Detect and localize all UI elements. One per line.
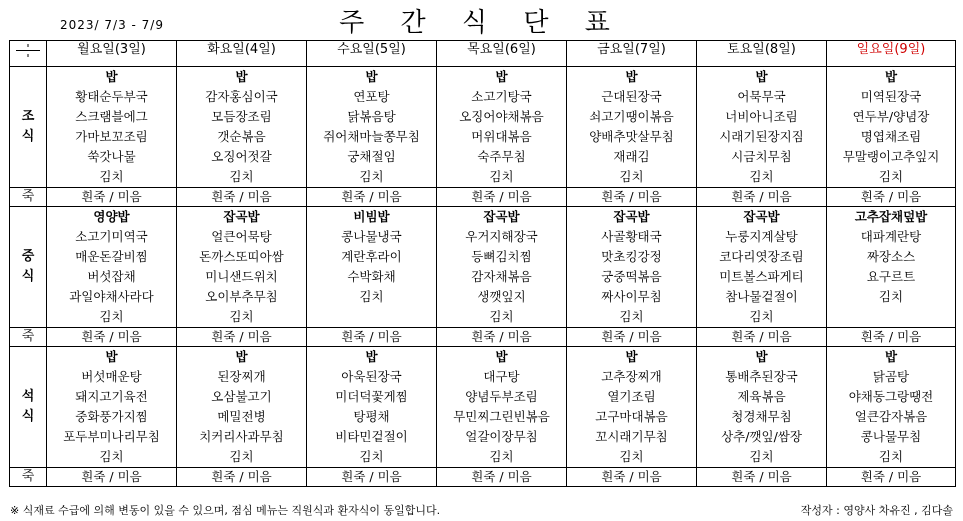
main-dish: 밥 <box>884 349 898 364</box>
footer-author: 작성자 : 영양사 차유진 , 김다솔 <box>800 504 953 517</box>
porridge-label: 죽 <box>10 468 47 487</box>
menu-item: 버섯잡채 <box>87 269 136 284</box>
main-dish: 밥 <box>884 69 898 84</box>
menu-item: 사골황태국 <box>601 229 662 244</box>
menu-item <box>827 307 955 327</box>
menu-item: 김치 <box>749 449 774 464</box>
menu-item: 통배추된장국 <box>725 369 798 384</box>
menu-item: 짜사이무침 <box>601 289 662 304</box>
date-range: 2023/ 7/3 - 7/9 <box>60 18 164 32</box>
menu-item: 중화풍가지찜 <box>75 409 148 424</box>
menu-item: 김치 <box>619 169 644 184</box>
menu-item: 포두부미나리무침 <box>63 429 160 444</box>
menu-item: 참나물겉절이 <box>725 289 798 304</box>
menu-item: 연두부/양념장 <box>852 109 930 124</box>
menu-item: 얼큰감자볶음 <box>854 409 928 424</box>
menu-item: 돈까스또띠아쌈 <box>199 249 284 264</box>
day-header-fri: 금요일(7일) <box>567 41 697 67</box>
menu-cell <box>177 207 307 328</box>
menu-item: 김치 <box>489 309 514 324</box>
menu-cell <box>567 207 697 328</box>
main-dish: 비빔밥 <box>353 209 390 224</box>
porridge-cell: 흰죽 / 미음 <box>567 328 697 347</box>
menu-item: 미역된장국 <box>860 89 922 104</box>
menu-item: 감자채볶음 <box>471 269 532 284</box>
menu-item: 김치 <box>99 449 124 464</box>
menu-item: 미니샌드위치 <box>205 269 278 284</box>
menu-cell <box>437 207 567 328</box>
meal-label-text: 중식 <box>21 249 35 284</box>
menu-item: 탕평채 <box>353 409 390 424</box>
meal-label-text: 조식 <box>21 109 35 144</box>
page-title: 주 간 식 단 표 <box>339 8 624 38</box>
menu-item: 김치 <box>489 169 514 184</box>
menu-item: 닭곰탕 <box>872 369 910 384</box>
menu-item: 콩나물냉국 <box>341 229 402 244</box>
main-dish: 고추잡채덮밥 <box>854 209 928 224</box>
main-dish: 밥 <box>365 69 378 84</box>
menu-item: 황태순두부국 <box>75 89 148 104</box>
menu-cell <box>47 347 177 468</box>
menu-cell <box>307 207 437 328</box>
corner-cell <box>10 41 47 67</box>
dinner-row <box>10 347 956 468</box>
main-dish: 밥 <box>495 349 508 364</box>
menu-item: 김치 <box>359 169 384 184</box>
menu-item: 아욱된장국 <box>341 369 402 384</box>
menu-item: 양념두부조림 <box>465 389 538 404</box>
meal-label-lunch <box>10 207 47 328</box>
porridge-cell: 흰죽 / 미음 <box>307 468 437 487</box>
porridge-row <box>10 328 956 347</box>
menu-item: 대구탕 <box>483 369 520 384</box>
porridge-cell: 흰죽 / 미음 <box>177 328 307 347</box>
menu-item: 미트볼스파게티 <box>719 269 804 284</box>
day-header-sat: 토요일(8일) <box>697 41 827 67</box>
porridge-cell: 흰죽 / 미음 <box>177 188 307 207</box>
menu-item: 쑥갓나물 <box>87 149 136 164</box>
porridge-cell: 흰죽 / 미음 <box>437 468 567 487</box>
porridge-cell: 흰죽 / 미음 <box>437 328 567 347</box>
menu-item: 요구르트 <box>866 269 916 284</box>
porridge-cell: 흰죽 / 미음 <box>307 328 437 347</box>
porridge-cell: 흰죽 / 미음 <box>47 328 177 347</box>
menu-item: 돼지고기육전 <box>75 389 148 404</box>
lunch-row <box>10 207 956 328</box>
main-dish: 밥 <box>235 349 248 364</box>
breakfast-row <box>10 67 956 188</box>
main-dish: 밥 <box>495 69 508 84</box>
header-row <box>10 41 956 67</box>
porridge-cell: 흰죽 / 미음 <box>697 188 827 207</box>
diagonal-divider-icon <box>10 41 46 60</box>
menu-item: 고추장찌개 <box>601 369 662 384</box>
menu-item: 시래기된장지짐 <box>719 129 804 144</box>
menu-item: 김치 <box>489 449 514 464</box>
menu-item: 김치 <box>619 309 644 324</box>
menu-item: 무민찌그린빈볶음 <box>453 409 550 424</box>
menu-item: 미더덕꽃게찜 <box>335 389 408 404</box>
menu-item: 명엽채조림 <box>860 129 922 144</box>
porridge-row <box>10 188 956 207</box>
menu-item: 김치 <box>749 309 774 324</box>
menu-item: 김치 <box>229 169 254 184</box>
menu-cell <box>437 67 567 188</box>
menu-cell <box>697 347 827 468</box>
menu-item: 궁중떡볶음 <box>601 269 662 284</box>
menu-item: 맛초킹강정 <box>601 249 662 264</box>
menu-item: 제육볶음 <box>737 389 786 404</box>
menu-cell <box>567 347 697 468</box>
porridge-cell: 흰죽 / 미음 <box>827 328 956 347</box>
menu-table <box>9 40 956 487</box>
menu-item: 버섯매운탕 <box>81 369 142 384</box>
day-header-tue: 화요일(4일) <box>177 41 307 67</box>
menu-item: 소고기미역국 <box>75 229 148 244</box>
main-dish: 밥 <box>105 69 118 84</box>
menu-item: 너비아니조림 <box>725 109 798 124</box>
day-header-thu: 목요일(6일) <box>437 41 567 67</box>
menu-item: 김치 <box>878 169 904 184</box>
menu-item: 감자홍심이국 <box>205 89 278 104</box>
menu-item: 쥐어채마늘쫑무침 <box>323 129 420 144</box>
menu-item: 김치 <box>99 309 124 324</box>
menu-cell <box>177 67 307 188</box>
menu-item: 오삼불고기 <box>211 389 272 404</box>
day-header-wed: 수요일(5일) <box>307 41 437 67</box>
menu-cell <box>307 67 437 188</box>
menu-cell <box>567 67 697 188</box>
porridge-cell: 흰죽 / 미음 <box>47 188 177 207</box>
porridge-label: 죽 <box>10 188 47 207</box>
main-dish: 밥 <box>755 69 768 84</box>
menu-item: 무말랭이고추잎지 <box>842 149 940 164</box>
menu-cell <box>697 207 827 328</box>
menu-item: 과일야채사라다 <box>69 289 154 304</box>
menu-item: 치커리사과무침 <box>199 429 284 444</box>
menu-item: 김치 <box>229 309 254 324</box>
meal-label-breakfast <box>10 67 47 188</box>
main-dish: 잡곡밥 <box>483 209 520 224</box>
day-header-mon: 월요일(3일) <box>47 41 177 67</box>
porridge-cell: 흰죽 / 미음 <box>437 188 567 207</box>
menu-item: 생깻잎지 <box>477 289 526 304</box>
menu-item: 재래김 <box>613 149 650 164</box>
main-dish: 영양밥 <box>93 209 130 224</box>
porridge-cell: 흰죽 / 미음 <box>567 188 697 207</box>
menu-item: 짜장소스 <box>866 249 916 264</box>
menu-item: 오징어야채볶음 <box>459 109 544 124</box>
main-dish: 밥 <box>105 349 118 364</box>
menu-item: 김치 <box>99 169 124 184</box>
menu-item: 가마보꼬조림 <box>75 129 148 144</box>
menu-item: 대파계란탕 <box>860 229 922 244</box>
menu-item: 쇠고기땡이볶음 <box>589 109 674 124</box>
porridge-cell: 흰죽 / 미음 <box>307 188 437 207</box>
menu-item: 우거지해장국 <box>465 229 538 244</box>
main-dish: 밥 <box>365 349 378 364</box>
menu-item: 김치 <box>229 449 254 464</box>
menu-item: 스크램블에그 <box>75 109 148 124</box>
menu-item: 열기조림 <box>607 389 656 404</box>
porridge-cell: 흰죽 / 미음 <box>47 468 177 487</box>
menu-item: 소고기탕국 <box>471 89 532 104</box>
main-dish: 밥 <box>625 349 638 364</box>
menu-item: 오징어젓갈 <box>211 149 272 164</box>
porridge-cell: 흰죽 / 미음 <box>697 328 827 347</box>
menu-cell <box>307 347 437 468</box>
main-dish: 잡곡밥 <box>743 209 780 224</box>
day-header-sun: 일요일(9일) <box>827 41 956 67</box>
porridge-cell: 흰죽 / 미음 <box>827 468 956 487</box>
porridge-label: 죽 <box>10 328 47 347</box>
porridge-cell: 흰죽 / 미음 <box>567 468 697 487</box>
menu-item: 상추/깻잎/쌈장 <box>721 429 802 444</box>
menu-cell <box>827 207 956 328</box>
porridge-cell: 흰죽 / 미음 <box>827 188 956 207</box>
menu-item: 야채동그랑땡전 <box>848 389 934 404</box>
menu-item: 근대된장국 <box>601 89 662 104</box>
menu-item: 메밀전병 <box>217 409 266 424</box>
menu-item: 꼬시래기무침 <box>595 429 668 444</box>
menu-item: 갯순볶음 <box>217 129 266 144</box>
menu-item: 김치 <box>878 449 904 464</box>
menu-item: 수박화채 <box>347 269 396 284</box>
menu-cell <box>177 347 307 468</box>
menu-item: 계란후라이 <box>341 249 402 264</box>
menu-item: 어묵무국 <box>737 89 786 104</box>
porridge-cell: 흰죽 / 미음 <box>697 468 827 487</box>
menu-item: 오이부추무침 <box>205 289 278 304</box>
menu-item: 청경채무침 <box>731 409 792 424</box>
menu-cell <box>437 347 567 468</box>
footer-note: ※ 식재료 수급에 의해 변동이 있을 수 있으며, 점심 메뉴는 직원식과 환자식이 동일합니다. <box>10 504 441 517</box>
menu-cell <box>827 347 956 468</box>
main-dish: 잡곡밥 <box>613 209 650 224</box>
menu-cell <box>827 67 956 188</box>
menu-item: 모듬장조림 <box>211 109 272 124</box>
main-dish: 밥 <box>235 69 248 84</box>
menu-item: 고구마대볶음 <box>595 409 668 424</box>
menu-cell <box>47 67 177 188</box>
menu-item: 궁채절임 <box>347 149 396 164</box>
menu-item: 얼큰어묵탕 <box>211 229 272 244</box>
meal-label-dinner <box>10 347 47 468</box>
menu-item: 연포탕 <box>353 89 390 104</box>
menu-item: 양배추맛살무침 <box>589 129 674 144</box>
menu-item: 시금치무침 <box>731 149 792 164</box>
menu-item: 닭볶음탕 <box>347 109 396 124</box>
porridge-cell: 흰죽 / 미음 <box>177 468 307 487</box>
menu-item <box>307 307 436 327</box>
menu-cell <box>47 207 177 328</box>
menu-item: 김치 <box>749 169 774 184</box>
main-dish: 밥 <box>755 349 768 364</box>
menu-item: 숙주무침 <box>477 149 526 164</box>
menu-item: 머위대볶음 <box>471 129 532 144</box>
main-dish: 밥 <box>625 69 638 84</box>
menu-item: 코다리엿장조림 <box>719 249 804 264</box>
menu-item: 얼갈이장무침 <box>465 429 538 444</box>
menu-item: 김치 <box>359 289 384 304</box>
meal-label-text: 석식 <box>21 389 35 424</box>
menu-item: 김치 <box>359 449 384 464</box>
menu-item: 김치 <box>878 289 904 304</box>
menu-cell <box>697 67 827 188</box>
menu-item: 비타민겉절이 <box>335 429 408 444</box>
menu-item: 누룽지계살탕 <box>725 229 798 244</box>
menu-item: 등뼈김치찜 <box>471 249 532 264</box>
menu-item: 콩나물무침 <box>860 429 922 444</box>
menu-item: 김치 <box>619 449 644 464</box>
menu-item: 된장찌개 <box>217 369 266 384</box>
porridge-row <box>10 468 956 487</box>
main-dish: 잡곡밥 <box>223 209 260 224</box>
menu-item: 매운돈갈비찜 <box>75 249 148 264</box>
